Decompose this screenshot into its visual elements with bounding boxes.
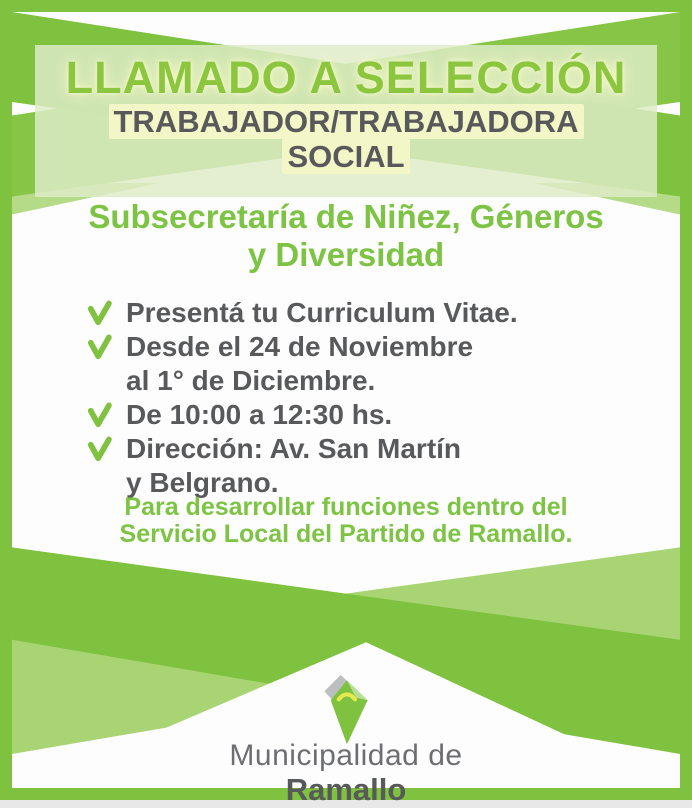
requirements-list — [86, 296, 518, 500]
department-line2: y Diversidad — [247, 236, 445, 273]
department-line1: Subsecretaría de Niñez, Géneros — [88, 198, 604, 235]
check-icon — [86, 300, 113, 327]
check-icon — [86, 402, 113, 429]
org-name-line1: Municipalidad de — [229, 739, 463, 772]
municipality-logo — [136, 675, 556, 808]
list-item-text: Dirección: Av. San Martín y Belgrano. — [126, 433, 462, 498]
check-icon — [86, 334, 113, 361]
footnote-line2: Servicio Local del Partido de Ramallo. — [119, 520, 573, 548]
check-icon — [86, 436, 113, 463]
title-panel — [35, 45, 657, 197]
list-item — [86, 398, 518, 432]
list-item-text: De 10:00 a 12:30 hs. — [126, 399, 393, 430]
list-item-text: Desde el 24 de Noviembre al 1° de Diciembre. — [126, 331, 474, 396]
bottom-banner — [12, 545, 680, 807]
poster-subtitle-line2: SOCIAL — [35, 139, 657, 174]
list-item — [86, 330, 518, 398]
footnote — [12, 494, 680, 548]
ramallo-pin-logo-icon — [315, 675, 377, 747]
footnote-line1: Para desarrollar funciones dentro del — [124, 493, 568, 521]
department-heading — [12, 198, 680, 274]
list-item — [86, 296, 518, 330]
org-name-line2: Ramallo — [285, 772, 407, 807]
poster-subtitle-line1: TRABAJADOR/TRABAJADORA — [35, 104, 657, 139]
poster-title: LLAMADO A SELECCIÓN — [65, 52, 627, 103]
list-item — [86, 432, 518, 500]
list-item-text: Presentá tu Curriculum Vitae. — [126, 297, 518, 328]
poster-background — [12, 12, 680, 807]
